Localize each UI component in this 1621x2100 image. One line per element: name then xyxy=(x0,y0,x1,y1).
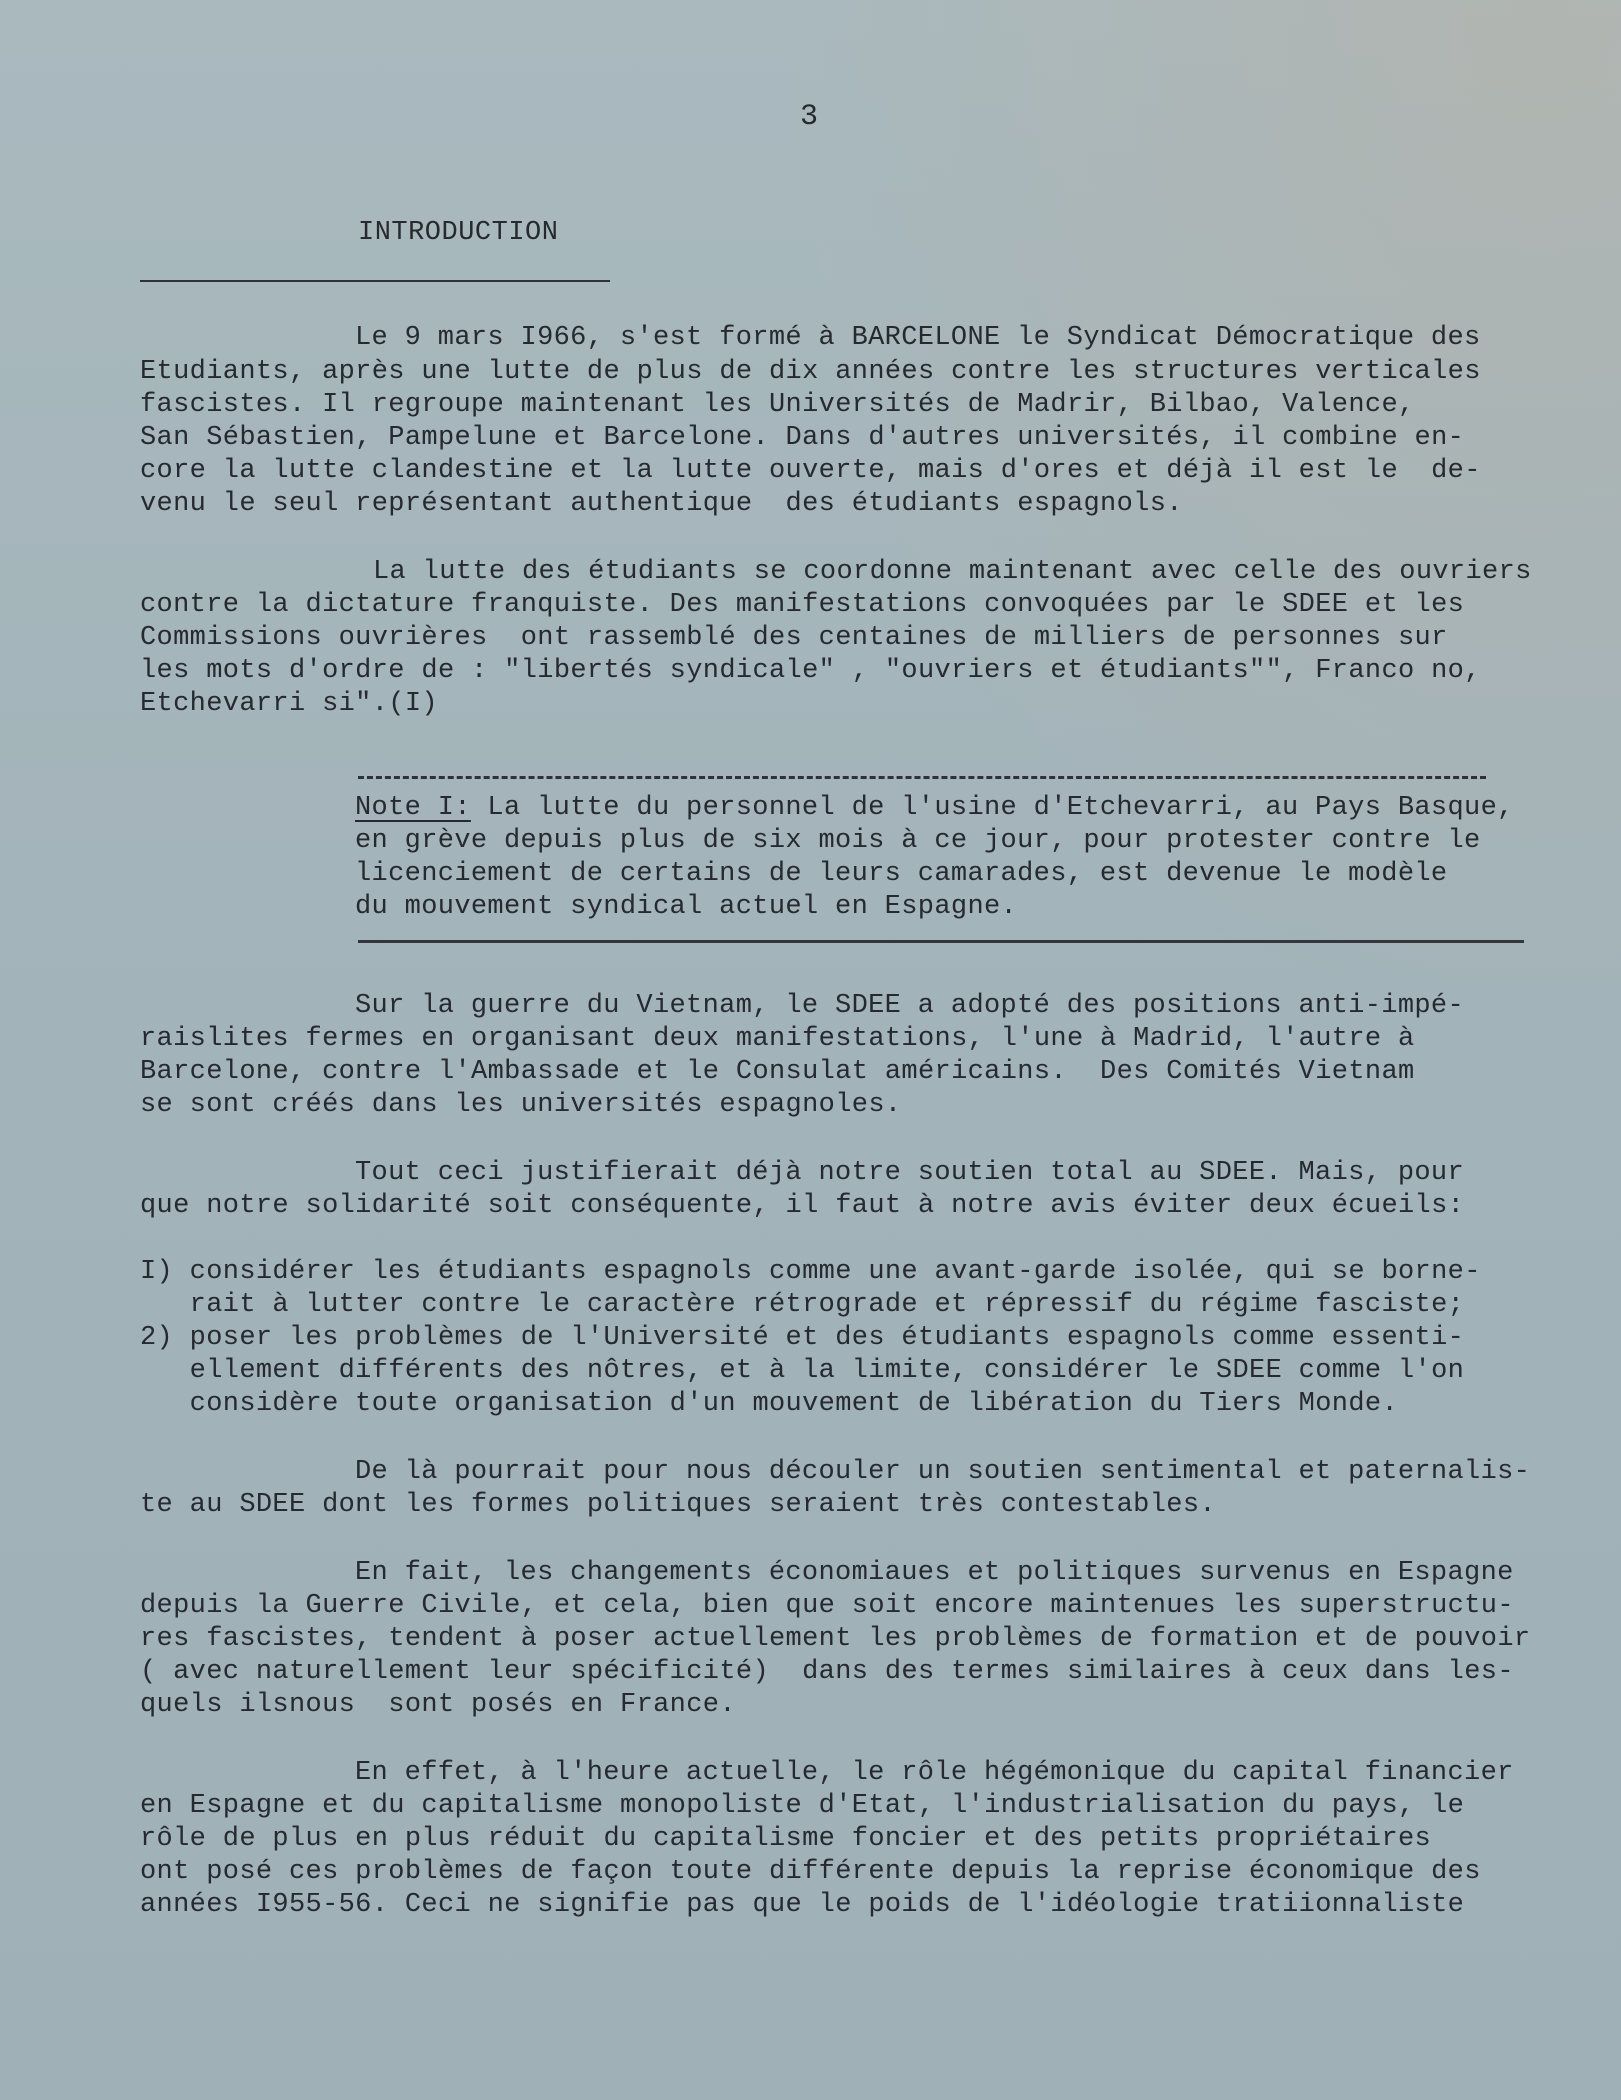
list-item: rait à lutter contre le caractère rétrograde et répressif du régime fasciste; xyxy=(140,1290,1465,1320)
paragraph-line: depuis la Guerre Civile, et cela, bien que soit encore maintenues les superstructu- xyxy=(140,1591,1514,1621)
paragraph-line: Commissions ouvrières ont rassemblé des centaines de milliers de personnes sur xyxy=(140,623,1448,653)
paragraph-line: fascistes. Il regroupe maintenant les Universités de Madrir, Bilbao, Valence, xyxy=(140,390,1415,420)
paragraph-line: en Espagne et du capitalisme monopoliste d'Etat, l'industrialisation du pays, le xyxy=(140,1791,1465,1821)
paragraph-line: se sont créés dans les universités espagnoles. xyxy=(140,1090,902,1120)
footnote-line: du mouvement syndical actuel en Espagne. xyxy=(355,892,1018,922)
paragraph-line: En effet, à l'heure actuelle, le rôle hégémonique du capital financier xyxy=(355,1758,1514,1788)
paragraph-line: venu le seul représentant authentique des étudiants espagnols. xyxy=(140,489,1183,519)
page-number: 3 xyxy=(800,100,819,134)
paragraph-line: quels ilsnous sont posés en France. xyxy=(140,1690,736,1720)
paragraph-line: En fait, les changements économiaues et politiques survenus en Espagne xyxy=(355,1558,1514,1588)
note-bottom-rule xyxy=(358,940,1524,943)
list-item: I) considérer les étudiants espagnols comme une avant-garde isolée, qui se borne- xyxy=(140,1257,1481,1287)
footnote-line: licenciement de certains de leurs camarades, est devenue le modèle xyxy=(355,859,1448,889)
footnote-line: en grève depuis plus de six mois à ce jour, pour protester contre le xyxy=(355,826,1481,856)
list-item: considère toute organisation d'un mouvement de libération du Tiers Monde. xyxy=(140,1389,1398,1419)
footnote-line xyxy=(355,792,1514,824)
list-item: ellement différents des nôtres, et à la limite, considérer le SDEE comme l'on xyxy=(140,1356,1465,1386)
paragraph-line: contre la dictature franquiste. Des manifestations convoquées par le SDEE et les xyxy=(140,590,1465,620)
paragraph-line: Tout ceci justifierait déjà notre soutien total au SDEE. Mais, pour xyxy=(355,1158,1465,1188)
paragraph-line: rôle de plus en plus réduit du capitalisme foncier et des petits propriétaires xyxy=(140,1824,1432,1854)
list-item: 2) poser les problèmes de l'Université et des étudiants espagnols comme essenti- xyxy=(140,1323,1465,1353)
paragraph-line: core la lutte clandestine et la lutte ouverte, mais d'ores et déjà il est le de- xyxy=(140,456,1481,486)
paragraph-line: Etchevarri si".(I) xyxy=(140,689,438,719)
footnote-label: Note I: xyxy=(355,793,471,823)
paragraph-line: années I955-56. Ceci ne signifie pas que le poids de l'idéologie tratiionnaliste xyxy=(140,1890,1465,1920)
section-heading: INTRODUCTION xyxy=(358,218,559,248)
paragraph-line: Etudiants, après une lutte de plus de dix années contre les structures verticales xyxy=(140,357,1481,387)
paragraph-line: Sur la guerre du Vietnam, le SDEE a adopté des positions anti-impé- xyxy=(355,991,1465,1021)
paragraph-line: que notre solidarité soit conséquente, il faut à notre avis éviter deux écueils: xyxy=(140,1191,1465,1221)
paragraph-line: raislites fermes en organisant deux manifestations, l'une à Madrid, l'autre à xyxy=(140,1024,1415,1054)
footnote-text: La lutte du personnel de l'usine d'Etchevarri, au Pays Basque, xyxy=(470,793,1514,823)
heading-underline xyxy=(140,280,610,282)
paragraph-line: La lutte des étudiants se coordonne maintenant avec celle des ouvriers xyxy=(373,557,1532,587)
paragraph-line: ( avec naturellement leur spécificité) dans des termes similaires à ceux dans les- xyxy=(140,1657,1514,1687)
paragraph-line: te au SDEE dont les formes politiques seraient très contestables. xyxy=(140,1490,1216,1520)
paragraph-line: De là pourrait pour nous découler un soutien sentimental et paternalis- xyxy=(355,1457,1531,1487)
paragraph-line: Barcelone, contre l'Ambassade et le Consulat américains. Des Comités Vietnam xyxy=(140,1057,1415,1087)
paragraph-line: Le 9 mars I966, s'est formé à BARCELONE le Syndicat Démocratique des xyxy=(355,323,1481,353)
note-top-rule xyxy=(358,776,1486,779)
paragraph-line: San Sébastien, Pampelune et Barcelone. Dans d'autres universités, il combine en- xyxy=(140,423,1465,453)
paragraph-line: ont posé ces problèmes de façon toute différente depuis la reprise économique des xyxy=(140,1857,1481,1887)
paragraph-line: les mots d'ordre de : "libertés syndicale" , "ouvriers et étudiants"", Franco no, xyxy=(140,656,1481,686)
paragraph-line: res fascistes, tendent à poser actuellement les problèmes de formation et de pouvoir xyxy=(140,1624,1531,1654)
